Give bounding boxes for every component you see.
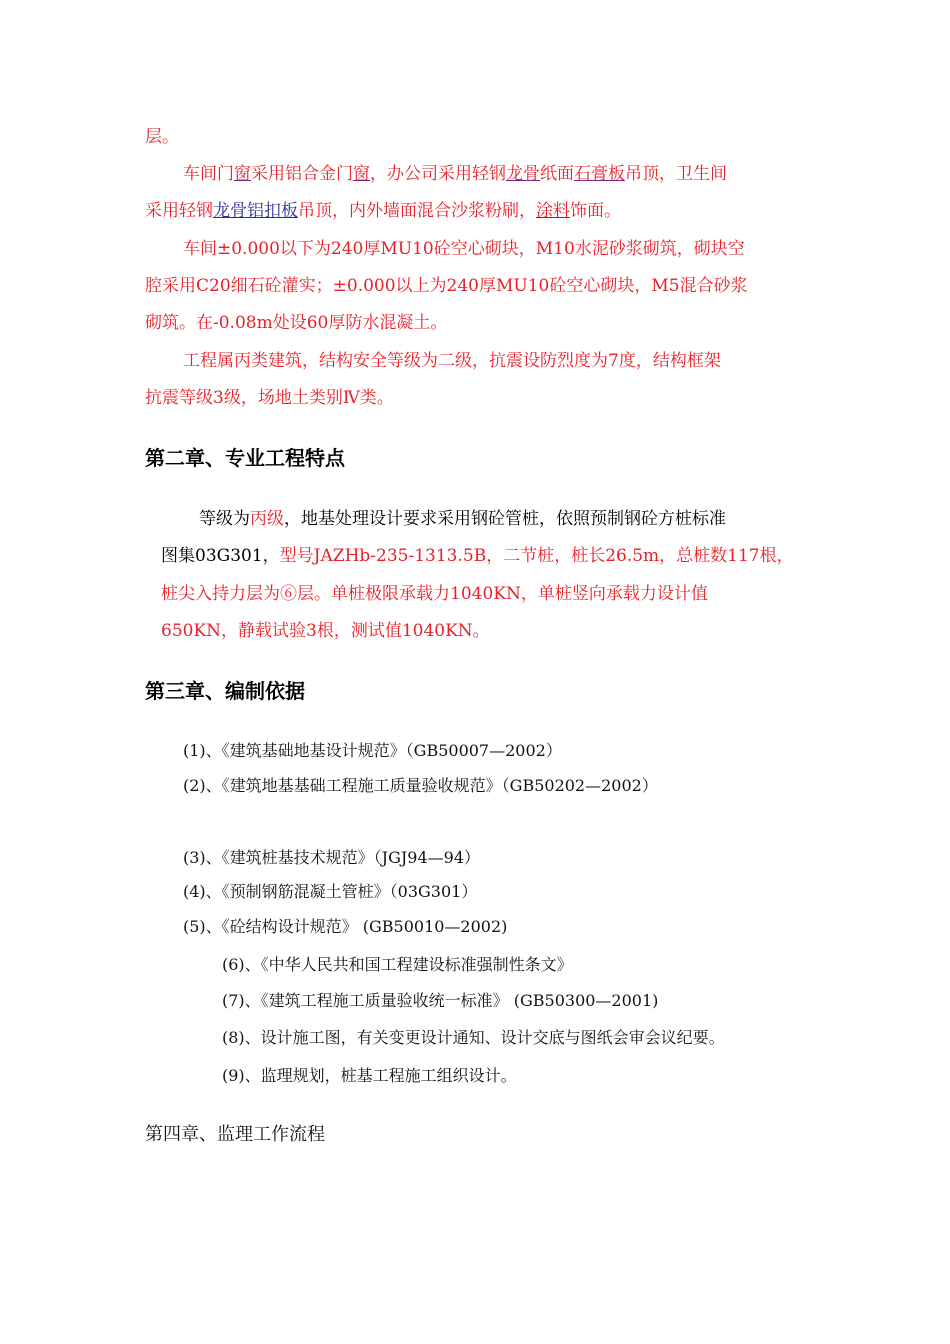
chapter-heading: 第二章、专业工程特点 [145, 446, 345, 470]
hyperlink-term[interactable]: 龙骨铝扣板 [213, 201, 298, 221]
underlined-term: 石膏板 [574, 164, 625, 184]
paragraph-line: 桩尖入持力层为⑥层。单桩极限承载力1040KN，单桩竖向承载力设计值 [161, 584, 708, 604]
paragraph-line: 腔采用C20细石砼灌实；±0.000以上为240厚MU10砼空心砌块，M5混合砂浆 [145, 276, 748, 296]
text-span: 吊顶，卫生间 [625, 164, 727, 184]
paragraph-line [145, 200, 621, 222]
text-span: 采用铝合金门 [251, 164, 353, 184]
text-span: 纸面 [540, 164, 574, 184]
paragraph-line: 抗震等级3级，场地土类别Ⅳ类。 [145, 388, 394, 408]
reference-item: (1)、《建筑基础地基设计规范》（GB50007—2002） [183, 741, 562, 760]
reference-item: (6)、《中华人民共和国工程建设标准强制性条文》 [222, 955, 573, 974]
reference-item: (8)、设计施工图，有关变更设计通知、设计交底与图纸会审会议纪要。 [222, 1028, 725, 1047]
chapter-heading: 第四章、监理工作流程 [145, 1124, 325, 1145]
reference-item: (7)、《建筑工程施工质量验收统一标准》 (GB50300—2001) [222, 991, 659, 1010]
text-span: 等级为 [199, 509, 250, 529]
paragraph-line [145, 126, 179, 148]
text-span: ，办公司采用轻钢 [370, 164, 506, 184]
reference-item: (3)、《建筑桩基技术规范》（JGJ94—94） [183, 848, 480, 867]
reference-item: (5)、《砼结构设计规范》 (GB50010—2002) [183, 917, 508, 936]
paragraph-line: 砌筑。在-0.08m处设60厚防水混凝土。 [145, 313, 448, 333]
text-span: 车间门 [183, 164, 234, 184]
chapter-heading: 第三章、编制依据 [145, 679, 305, 703]
paragraph-line [183, 163, 727, 185]
paragraph-line [161, 545, 794, 567]
reference-item: (4)、《预制钢筋混凝土管桩》（03G301） [183, 882, 478, 901]
text-span: 饰面。 [570, 201, 621, 221]
paragraph-line: 650KN，静载试验3根，测试值1040KN。 [161, 621, 490, 641]
text-span: 层。 [145, 127, 179, 147]
highlight-text: 型号JAZHb-235-1313.5B，二节桩，桩长26.5m，总桩数117根， [279, 546, 794, 566]
paragraph-line [199, 508, 726, 530]
text-span: 吊顶，内外墙面混合沙浆粉刷， [298, 201, 536, 221]
underlined-term: 窗 [234, 164, 251, 184]
highlight-text: 丙级 [250, 509, 284, 529]
reference-item: (2)、《建筑地基基础工程施工质量验收规范》（GB50202—2002） [183, 776, 658, 795]
underlined-term: 龙骨 [506, 164, 540, 184]
text-span: 采用轻钢 [145, 201, 213, 221]
paragraph-line: 工程属丙类建筑，结构安全等级为二级，抗震设防烈度为7度，结构框架 [183, 351, 721, 371]
underlined-term: 窗 [353, 164, 370, 184]
paragraph-line: 车间±0.000以下为240厚MU10砼空心砌块，M10水泥砂浆砌筑，砌块空 [183, 239, 745, 259]
reference-item: (9)、监理规划，桩基工程施工组织设计。 [222, 1066, 517, 1085]
text-span: 图集03G301， [161, 546, 280, 566]
underlined-term: 涂料 [536, 201, 570, 221]
text-span: ，地基处理设计要求采用钢砼管桩，依照预制钢砼方桩标准 [284, 509, 726, 529]
